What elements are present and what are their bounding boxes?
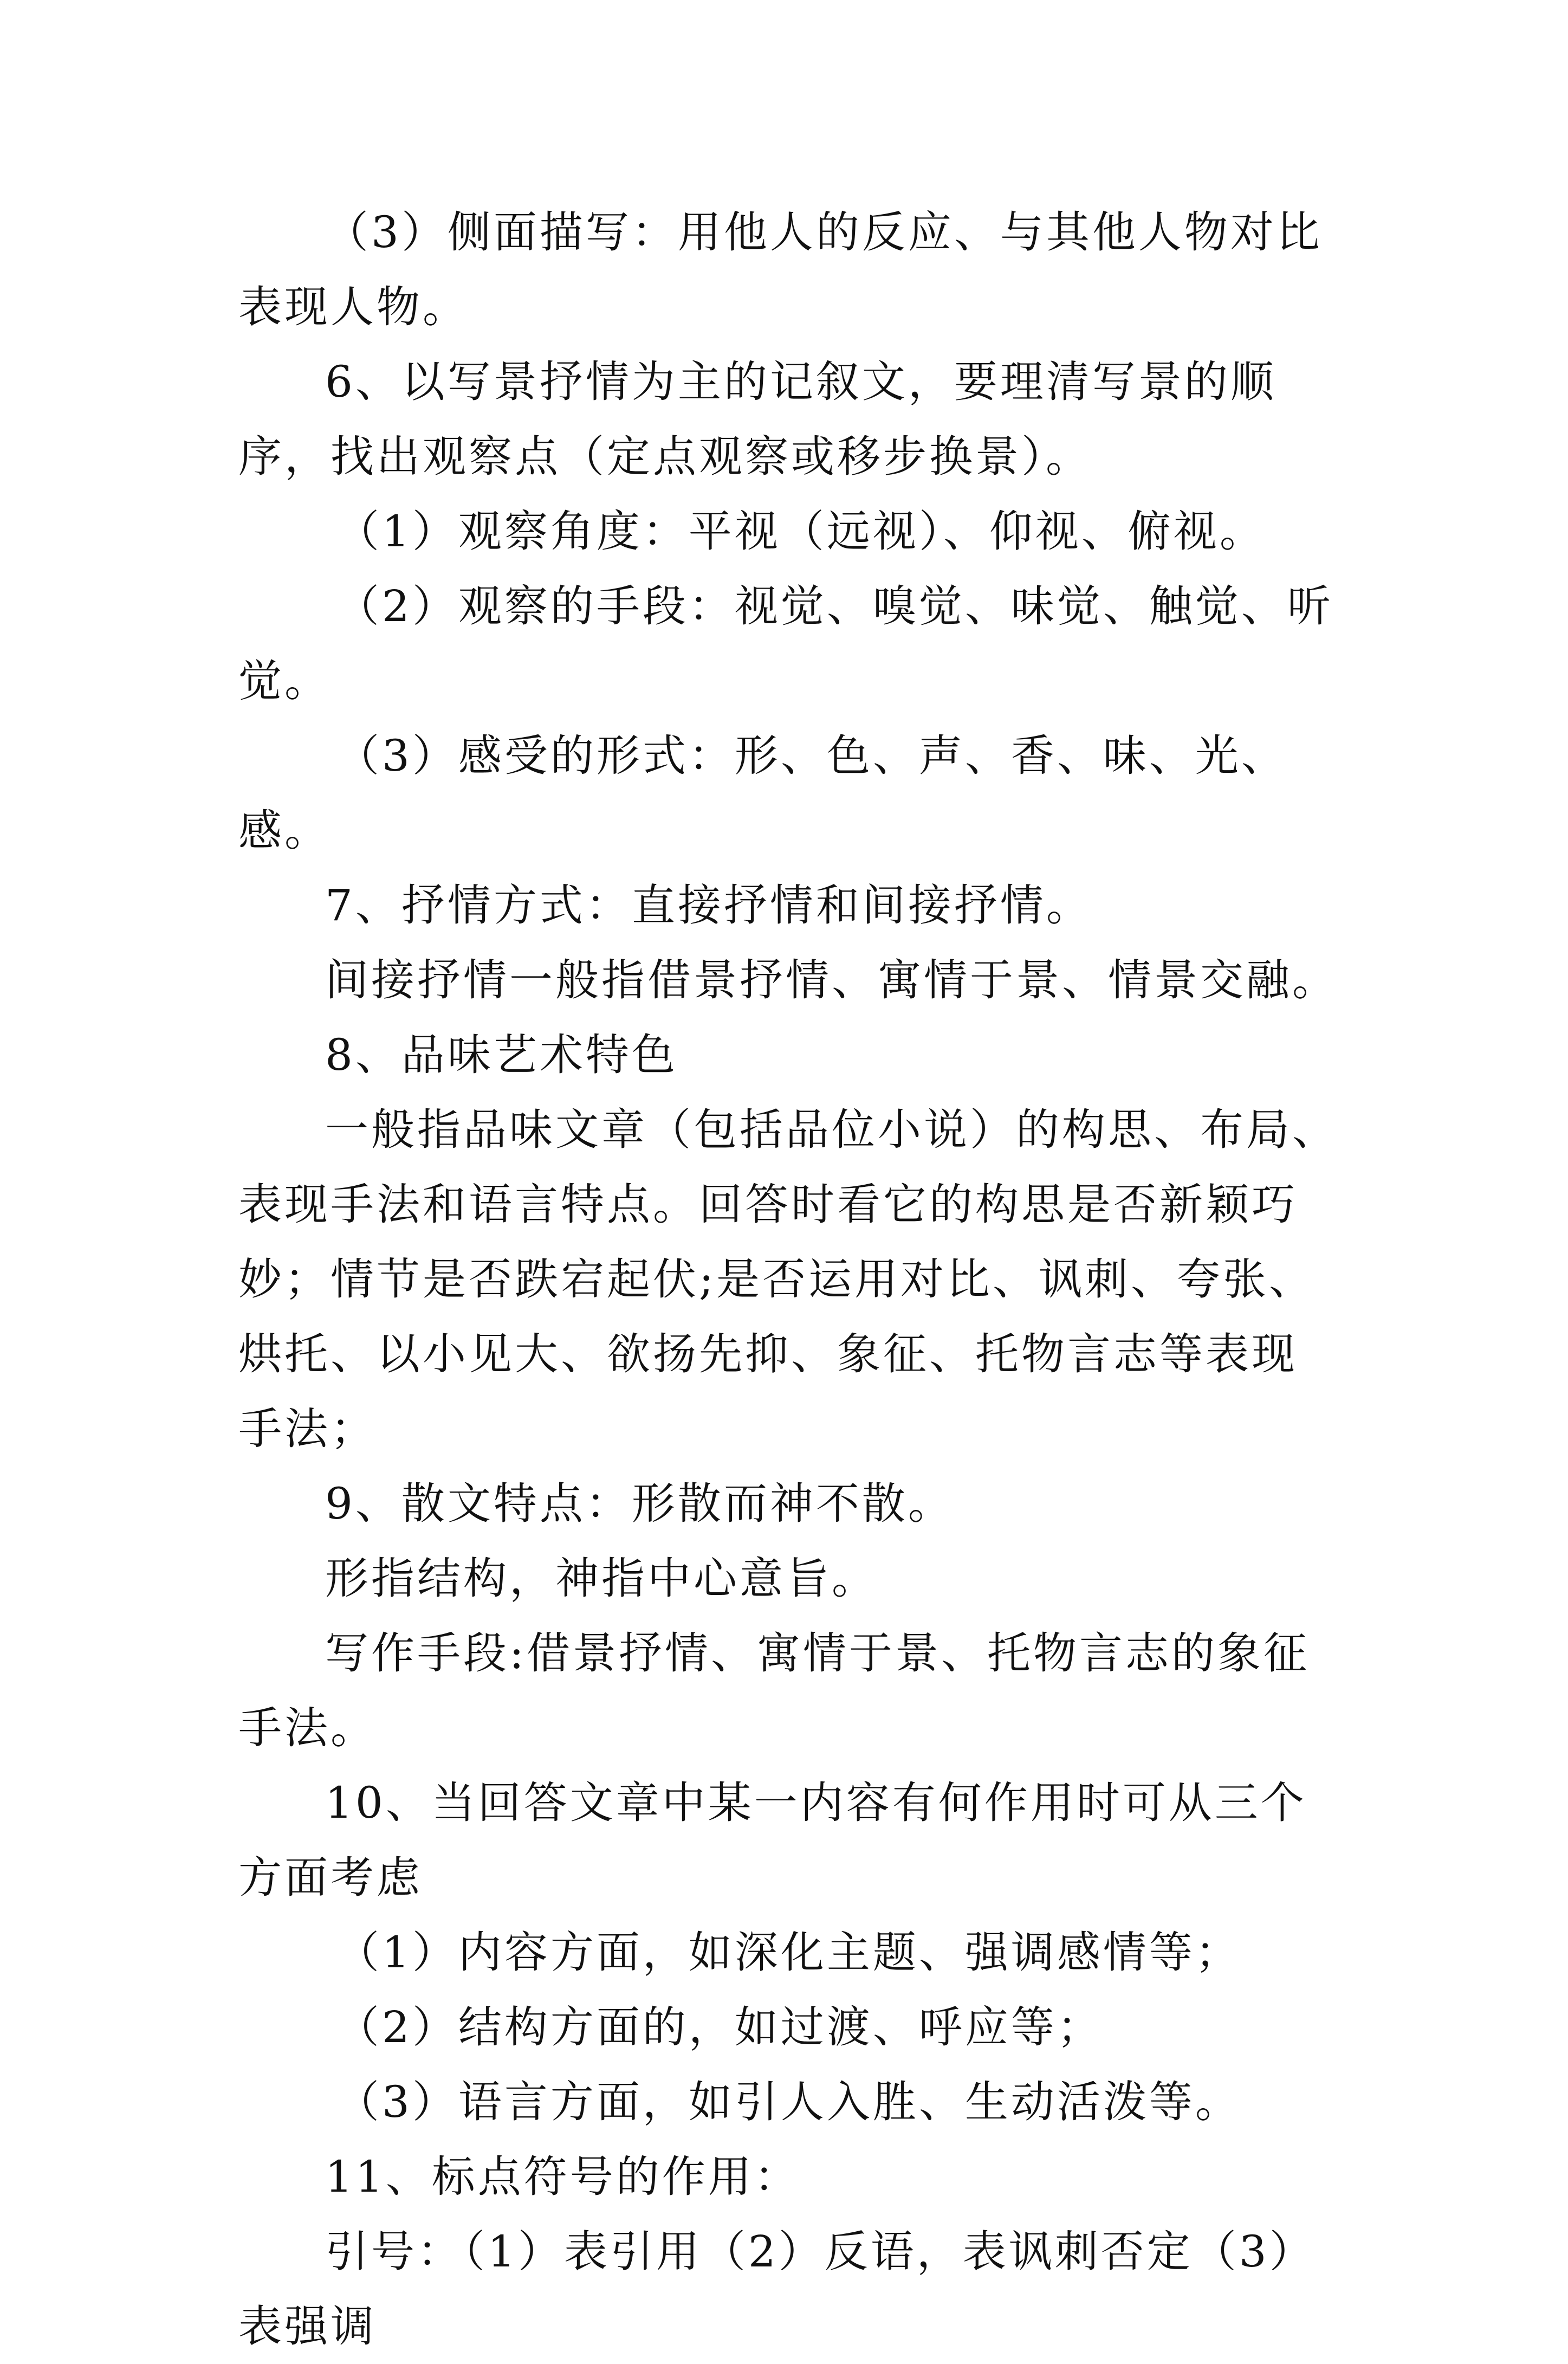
paragraph: 7、抒情方式：直接抒情和间接抒情。 xyxy=(325,880,1092,931)
paragraph: （1）内容方面，如深化主题、强调感情等； xyxy=(336,1927,1241,1978)
paragraph: 间接抒情一般指借景抒情、寓情于景、情景交融。 xyxy=(325,955,1338,1005)
paragraph: 11、标点符号的作用： xyxy=(325,2152,800,2202)
paragraph: 9、散文特点：形散而神不散。 xyxy=(325,1478,954,1529)
paragraph: （1）观察角度：平视（远视）、仰视、俯视。 xyxy=(336,506,1266,557)
paragraph: （2）结构方面的，如过渡、呼应等； xyxy=(336,2002,1103,2052)
body-text xyxy=(238,195,1338,2364)
paragraph: 10、当回答文章中某一内容有何作用时可从三个方面考虑 xyxy=(238,1778,1307,1903)
paragraph: （3）侧面描写：用他人的反应、与其他人物对比表现人物。 xyxy=(238,207,1323,332)
paragraph: （3）感受的形式：形、色、声、香、味、光、感。 xyxy=(238,731,1287,856)
paragraph: 一般指品味文章（包括品位小说）的构思、布局、表现手法和语言特点。回答时看它的构思是否新颖巧妙；情节是否跌宕起伏;是否运用对比、讽刺、夸张、烘托、以小见大、欲扬先抑、象征、托物言志等表现手法； xyxy=(238,1105,1338,1454)
paragraph: （2）观察的手段：视觉、嗅觉、味觉、触觉、听觉。 xyxy=(238,581,1333,706)
paragraph: 形指结构，神指中心意旨。 xyxy=(325,1553,878,1604)
paragraph: 8、品味艺术特色 xyxy=(325,1030,678,1080)
paragraph: 写作手段:借景抒情、寓情于景、托物言志的象征手法。 xyxy=(238,1628,1310,1753)
paragraph: （3）语言方面，如引人入胜、生动活泼等。 xyxy=(336,2077,1241,2127)
paragraph: 6、以写景抒情为主的记叙文，要理清写景的顺序，找出观察点（定点观察或移步换景）。 xyxy=(238,357,1277,482)
paragraph: 引号：（1）表引用（2）反语，表讽刺否定（3）表强调 xyxy=(238,2226,1316,2352)
